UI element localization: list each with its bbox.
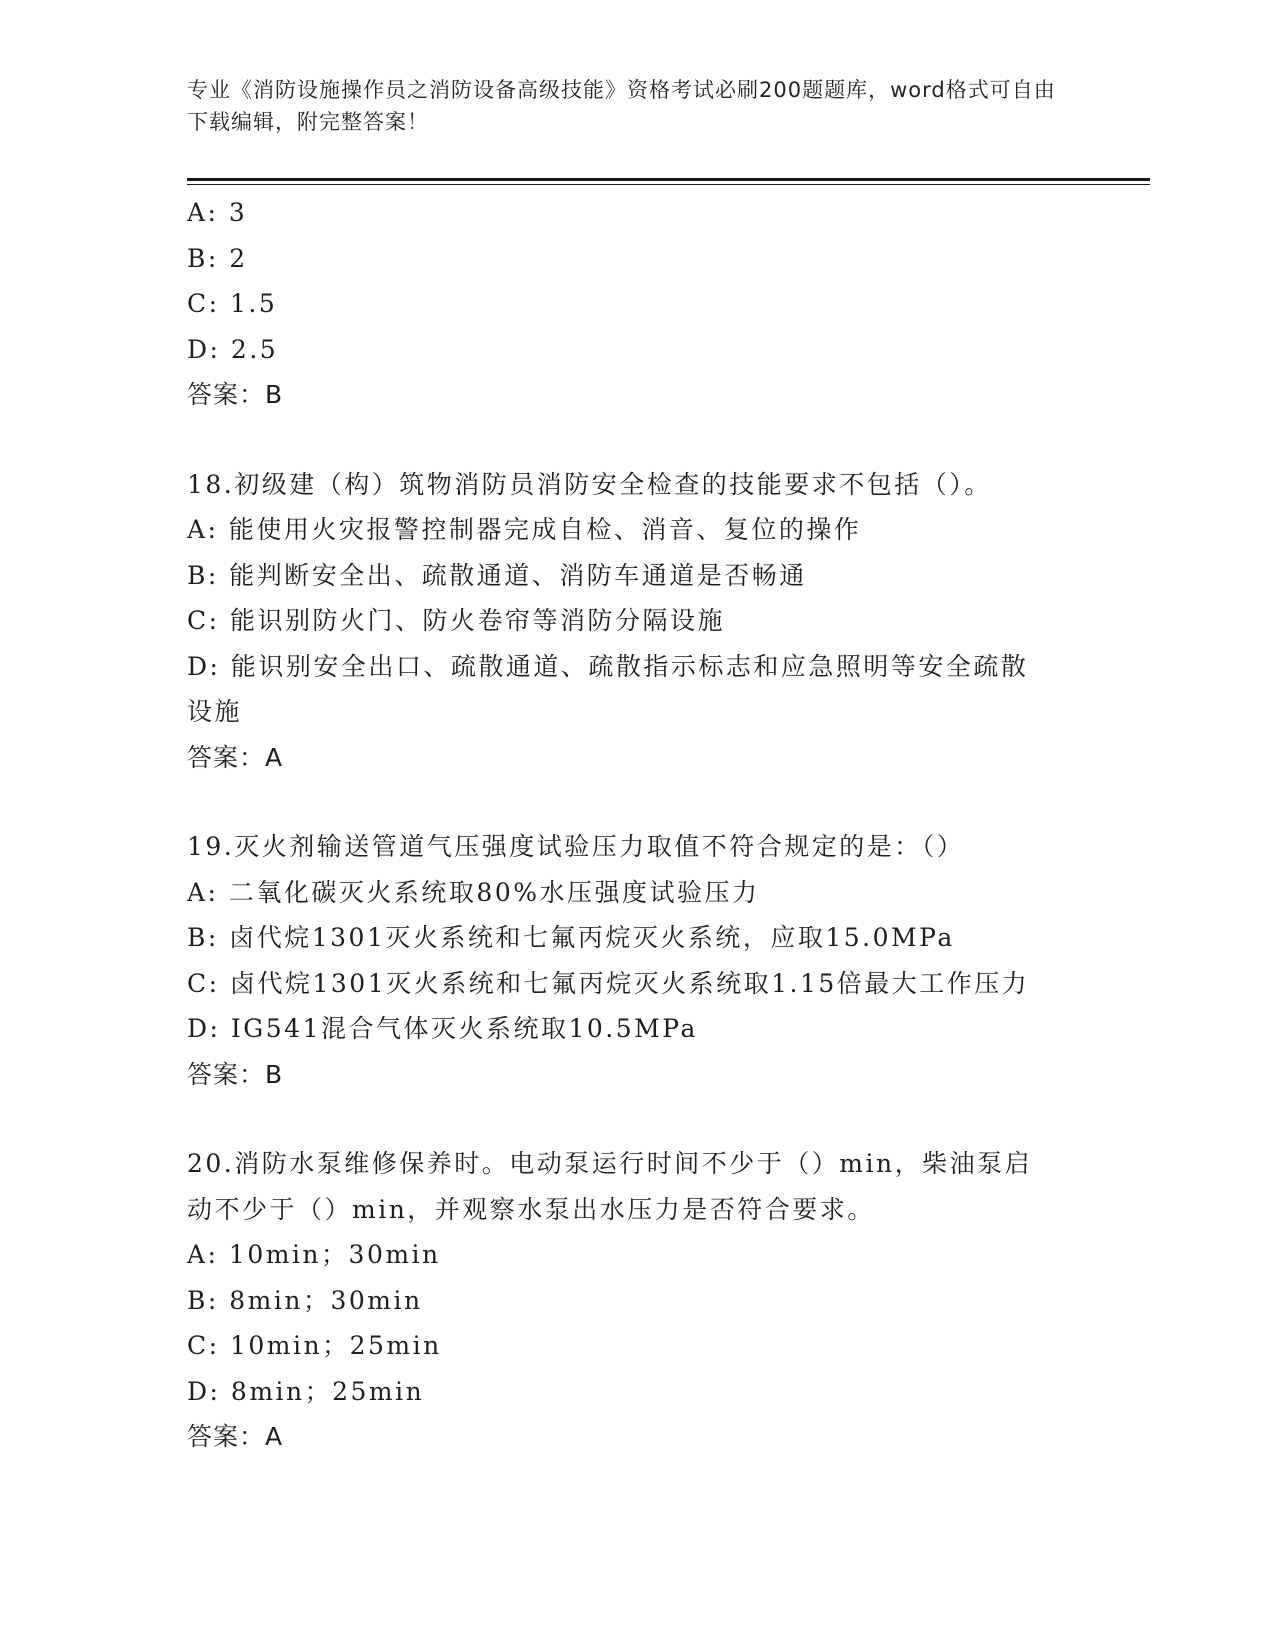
- option-d: D: 8min；25min: [187, 1376, 425, 1406]
- option-b: B: 卤代烷1301灭火系统和七氟丙烷灭火系统，应取15.0MPa: [187, 923, 955, 952]
- answer-line: 答案：A: [187, 742, 284, 772]
- option-b: B: 8min；30min: [187, 1285, 423, 1315]
- question-list: [187, 190, 1087, 1460]
- option-a: A: 能使用火灾报警控制器完成自检、消音、复位的操作: [187, 515, 862, 544]
- question-stem: 19.灭火剂输送管道气压强度试验压力取值不符合规定的是：（）: [187, 832, 965, 861]
- option-b: B: 能判断安全出、疏散通道、消防车通道是否畅通: [187, 560, 807, 590]
- answer-line: 答案：A: [187, 1422, 284, 1451]
- option-d: D: 2.5: [187, 334, 279, 364]
- header-divider-thin: [187, 184, 1150, 185]
- question-spacer: [187, 418, 1087, 462]
- option-a: A: 二氧化碳灭火系统取80%水压强度试验压力: [187, 877, 760, 907]
- option-c: C: 卤代烷1301灭火系统和七氟丙烷灭火系统取1.15倍最大工作压力: [187, 968, 1030, 998]
- option-c: C: 1.5: [187, 289, 278, 318]
- question-spacer: [187, 780, 1087, 824]
- question-19: [187, 824, 1087, 1097]
- option-d: D: 能识别安全出口、疏散通道、疏散指示标志和应急照明等安全疏散设施: [187, 651, 1029, 726]
- option-a: A: 3: [187, 198, 248, 227]
- question-17: [187, 190, 1087, 418]
- question-stem: 18.初级建（构）筑物消防员消防安全检查的技能要求不包括（）。: [187, 469, 992, 499]
- question-20: [187, 1141, 1087, 1460]
- option-c: C: 10min；25min: [187, 1331, 442, 1360]
- option-c: C: 能识别防火门、防火卷帘等消防分隔设施: [187, 606, 725, 635]
- answer-line: 答案：B: [187, 1059, 284, 1089]
- question-stem: 20.消防水泵维修保养时。电动泵运行时间不少于（）min，柴油泵启动不少于（）min，并观察水泵出水压力是否符合要求。: [187, 1149, 1033, 1224]
- header-divider-thick: [187, 178, 1150, 181]
- question-spacer: [187, 1097, 1087, 1141]
- option-a: A: 10min；30min: [187, 1240, 441, 1269]
- option-b: B: 2: [187, 243, 248, 273]
- question-18: [187, 462, 1087, 781]
- answer-line: 答案：B: [187, 380, 284, 409]
- option-d: D: IG541混合气体灭火系统取10.5MPa: [187, 1014, 698, 1043]
- document-header: 专业《消防设施操作员之消防设备高级技能》资格考试必刷200题题库，word格式可自由下载编辑，附完整答案！: [187, 78, 1056, 134]
